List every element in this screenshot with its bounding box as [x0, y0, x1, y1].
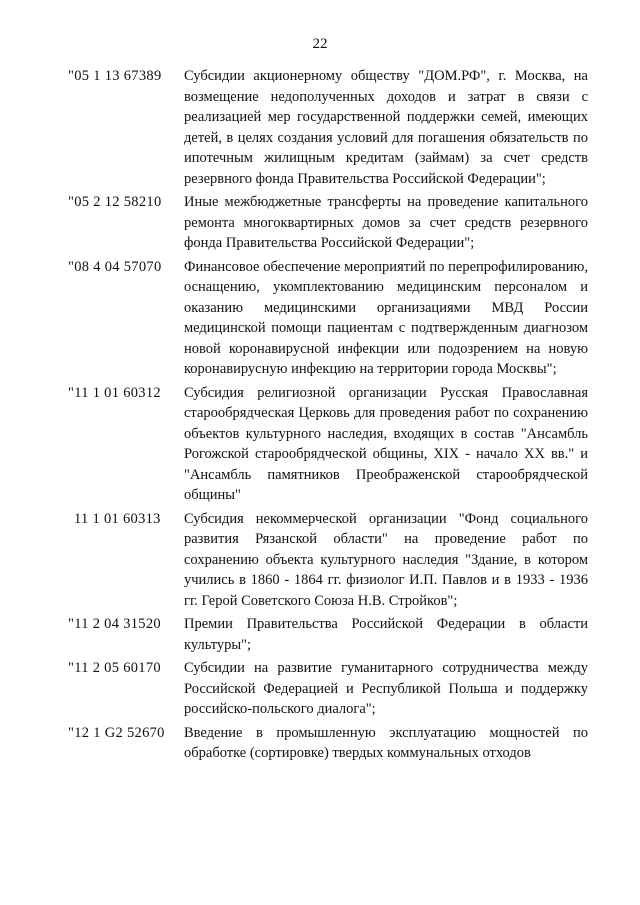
- list-item: [68, 383, 588, 506]
- budget-entries-list: [68, 66, 588, 767]
- entry-description: Субсидия некоммерческой организации "Фонд социального развития Рязанской области" на проведение работ по сохранению объекта культурного наследия "Здание, в котором учились в 1860 - 1864 гг. физиолог И.П. Павлов и в 1933 - 1936 гг. Герой Советского Союза Н.В. Стройков";: [184, 510, 588, 609]
- page-number: 22: [312, 36, 328, 52]
- entry-description: Субсидии на развитие гуманитарного сотрудничества между Российской Федерацией и Республикой Польша и поддержку российско-польского диалога";: [184, 660, 588, 717]
- list-item: [68, 614, 588, 655]
- list-item: [68, 66, 588, 189]
- entry-code: "08 4 04 57070: [68, 258, 162, 275]
- entry-description: Субсидии акционерному обществу "ДОМ.РФ", г. Москва, на возмещение недополученных доходов и затрат в связи с реализацией мер государственной поддержки семей, имеющих детей, в целях создания условий для погашения обязательств по ипотечным жилищным кредитам (займам) за счет средств резервного фонда Правительства Российской Федерации";: [184, 68, 588, 187]
- entry-code: "05 2 12 58210: [68, 194, 162, 210]
- entry-code: "11 2 04 31520: [68, 616, 161, 632]
- entry-code: "11 2 05 60170: [68, 660, 161, 676]
- entry-code: "11 1 01 60312: [68, 384, 161, 401]
- entry-description: Введение в промышленную эксплуатацию мощностей по обработке (сортировке) твердых коммунальных отходов: [184, 724, 588, 761]
- list-item: [68, 658, 588, 720]
- list-item: [68, 723, 588, 764]
- entry-code: "05 1 13 67389: [68, 68, 162, 84]
- entry-code: "12 1 G2 52670: [68, 724, 165, 741]
- entry-description: Иные межбюджетные трансферты на проведение капитального ремонта многоквартирных домов за счет средств резервного фонда Правительства Российской Федерации";: [184, 194, 588, 251]
- entry-code: 11 1 01 60313: [74, 510, 161, 527]
- list-item: [68, 257, 588, 380]
- entry-description: Премии Правительства Российской Федерации в области культуры";: [184, 616, 588, 653]
- list-item: [68, 192, 588, 254]
- entry-description: Финансовое обеспечение мероприятий по перепрофилированию, оснащению, укомплектованию медицинским персоналом и оказанию медицинскими организациями МВД России медицинской помощи пациентам с подтвержденным диагнозом новой коронавирусной инфекции или подозрением на новую коронавирусную инфекцию на территории города Москвы";: [184, 258, 588, 377]
- list-item: [68, 509, 588, 612]
- entry-description: Субсидия религиозной организации Русская Православная старообрядческая Церковь для проведения работ по сохранению объектов культурного наследия, входящих в состав "Ансамбль Рогожской старообрядческой общины, XIX - начало XX вв." и "Ансамбль памятников Преображенской старообрядческой общины": [184, 384, 588, 503]
